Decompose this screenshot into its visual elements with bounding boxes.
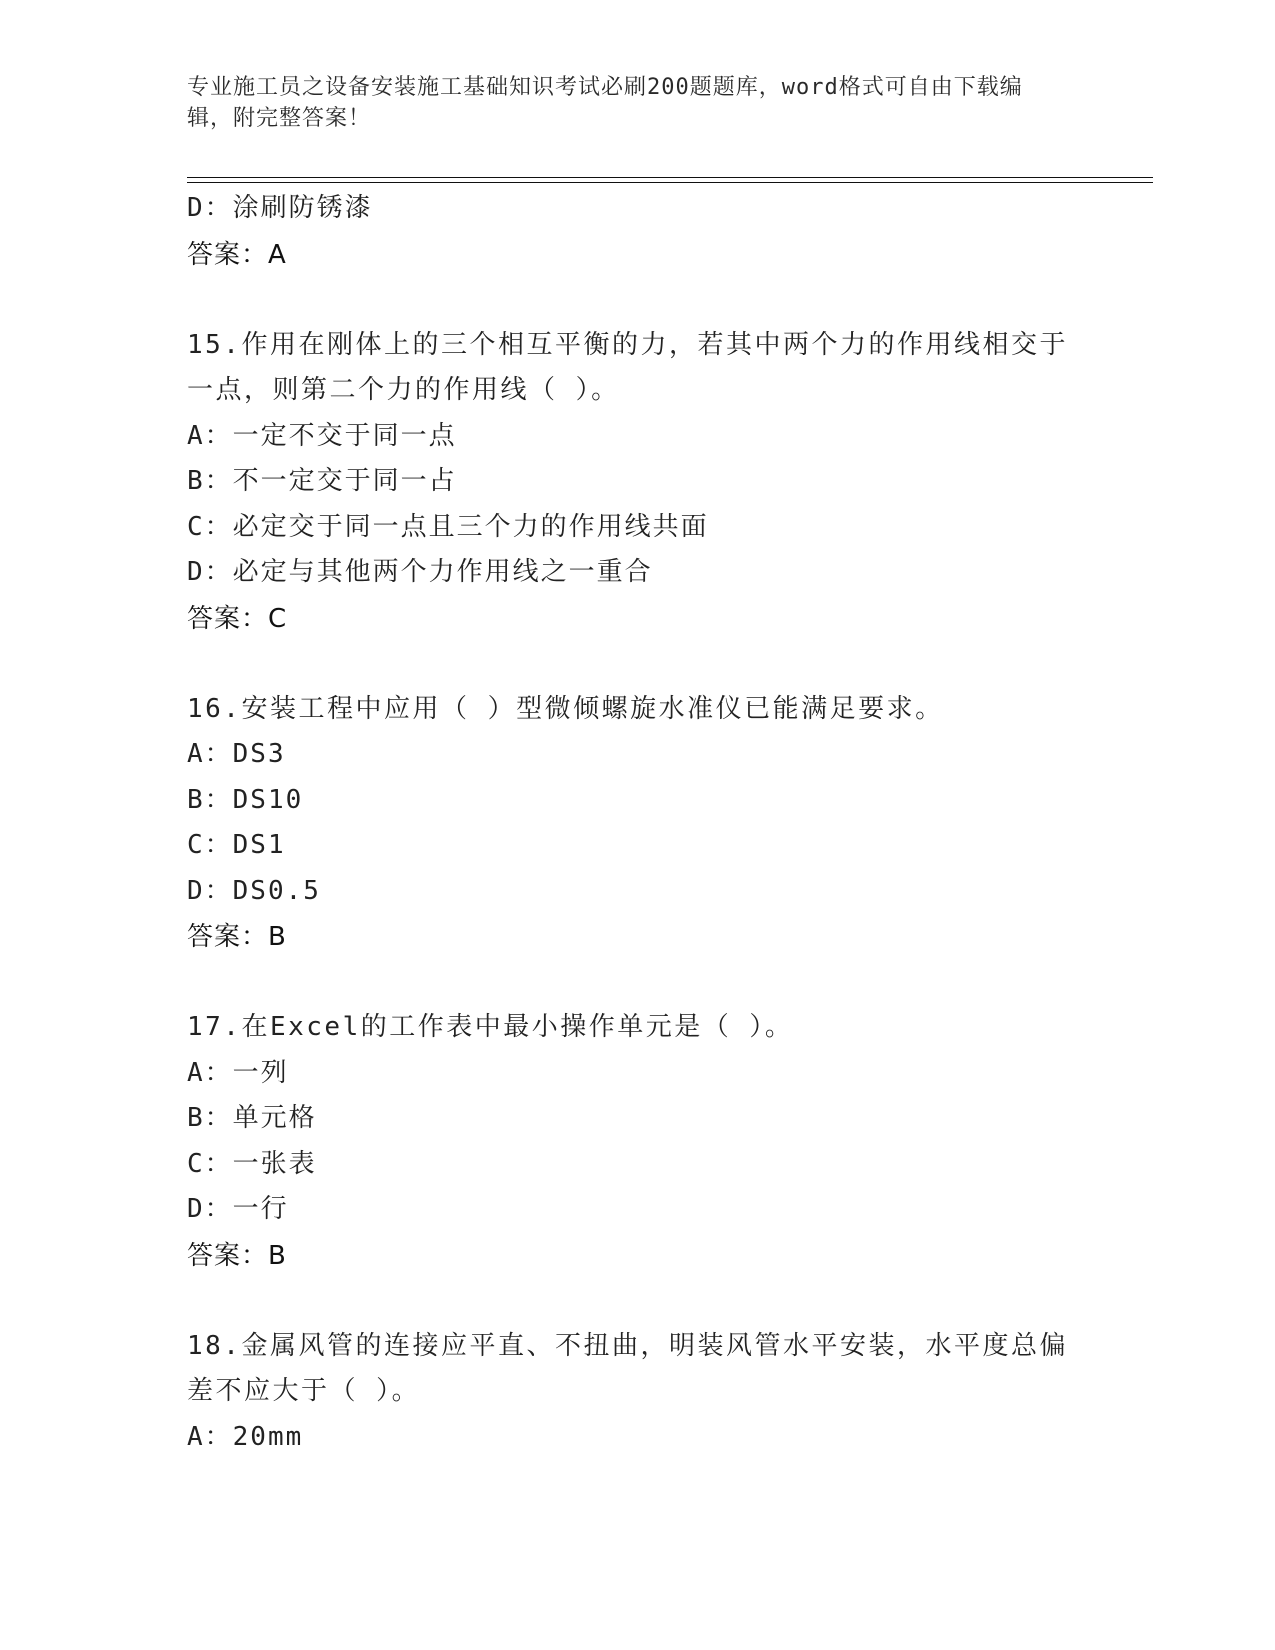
option-c: C：一张表: [187, 1148, 317, 1179]
spacer: [187, 642, 1087, 687]
answer-line: 答案：B: [187, 1240, 287, 1271]
header-divider-bottom: [187, 182, 1153, 183]
question-stem: 18.金属风管的连接应平直、不扭曲，明装风管水平安装，水平度总偏差不应大于（ ）。: [187, 1330, 1068, 1406]
previous-question-fragment: [187, 186, 1087, 278]
option-c: C：DS1: [187, 830, 286, 860]
header-divider-top: [187, 177, 1153, 178]
option-c: C：必定交于同一点且三个力的作用线共面: [187, 511, 709, 542]
spacer: [187, 1279, 1087, 1324]
question-stem: 16.安装工程中应用（ ）型微倾螺旋水准仪已能满足要求。: [187, 693, 944, 724]
page-header-title: 专业施工员之设备安装施工基础知识考试必刷200题题库，word格式可自由下载编辑，附完整答案！: [187, 75, 1023, 131]
answer-line: 答案：B: [187, 922, 287, 952]
option-d: D：必定与其他两个力作用线之一重合: [187, 557, 653, 587]
question-stem: 17.在Excel的工作表中最小操作单元是（ ）。: [187, 1012, 794, 1042]
option-a: A：DS3: [187, 739, 286, 769]
option-d: D：一行: [187, 1194, 289, 1224]
question-17: [187, 1005, 1087, 1279]
option-d: D：DS0.5: [187, 875, 321, 906]
question-16: [187, 687, 1087, 961]
option-b: B：不一定交于同一占: [187, 466, 457, 496]
question-list: [187, 186, 1087, 1460]
answer-line: 答案：C: [187, 603, 288, 634]
option-a: A：20mm: [187, 1421, 304, 1452]
option-b: B：DS10: [187, 784, 304, 815]
option-d: D：涂刷防锈漆: [187, 193, 373, 223]
answer-line: 答案：A: [187, 239, 287, 270]
option-a: A：一列: [187, 1057, 289, 1088]
question-stem: 15.作用在刚体上的三个相互平衡的力，若其中两个力的作用线相交于一点，则第二个力的作用线（ ）。: [187, 329, 1068, 405]
option-a: A：一定不交于同一点: [187, 420, 457, 451]
question-15: [187, 323, 1087, 642]
spacer: [187, 278, 1087, 323]
spacer: [187, 960, 1087, 1005]
question-18: [187, 1324, 1087, 1461]
option-b: B：单元格: [187, 1103, 317, 1133]
